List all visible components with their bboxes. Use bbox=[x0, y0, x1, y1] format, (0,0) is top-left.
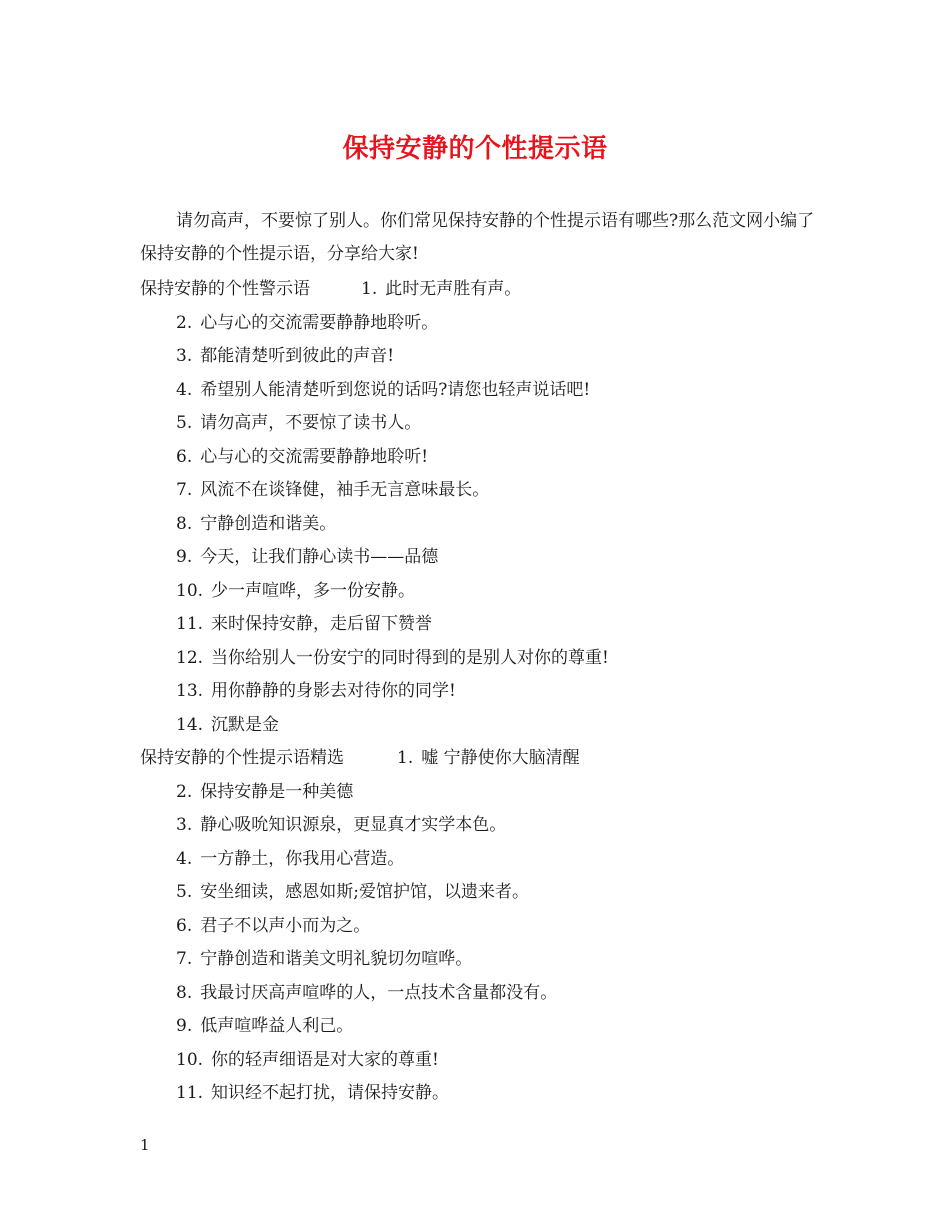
list-item bbox=[0, 1044, 950, 1078]
list-item-number: 9. bbox=[176, 547, 193, 567]
list-item-number: 5. bbox=[176, 413, 193, 433]
list-item-text: 希望别人能清楚听到您说的话吗?请您也轻声说话吧! bbox=[200, 379, 591, 400]
list-item bbox=[0, 776, 950, 810]
list-item-text: 君子不以声小而为之。 bbox=[200, 915, 371, 936]
list-item-text: 此时无声胜有声。 bbox=[385, 279, 522, 299]
list-item bbox=[0, 843, 950, 877]
intro-paragraph: 请勿高声，不要惊了别人。你们常见保持安静的个性提示语有哪些?那么范文网小编了保持安静的个性提示语，分享给大家! bbox=[140, 211, 815, 264]
list-item-text: 一方静土，你我用心营造。 bbox=[200, 848, 405, 869]
list-item-number: 5. bbox=[176, 882, 193, 902]
list-item-text: 宁静创造和谐美。 bbox=[200, 513, 337, 534]
list-item-text: 低声喧哗益人利己。 bbox=[200, 1016, 354, 1036]
page-number: 1 bbox=[140, 1136, 150, 1154]
list-item bbox=[0, 608, 950, 642]
list-item bbox=[0, 1010, 950, 1044]
section2-heading-line bbox=[0, 742, 950, 776]
list-item-text: 知识经不起打扰，请保持安静。 bbox=[211, 1083, 450, 1103]
list-item-number: 6. bbox=[176, 446, 193, 467]
list-item-number: 3. bbox=[176, 346, 193, 366]
list-item bbox=[0, 675, 950, 709]
list-item bbox=[0, 508, 950, 542]
list-item-text: 你的轻声细语是对大家的尊重! bbox=[211, 1049, 439, 1070]
list-item-number: 8. bbox=[176, 982, 193, 1003]
list-item-number: 2. bbox=[176, 312, 193, 333]
list-item-number: 12. bbox=[176, 647, 204, 668]
list-item bbox=[0, 977, 950, 1011]
list-item bbox=[0, 809, 950, 843]
list-item-number: 10. bbox=[176, 1049, 204, 1070]
list-item bbox=[0, 943, 950, 977]
list-item bbox=[0, 407, 950, 441]
list-item-text: 来时保持安静，走后留下赞誉 bbox=[211, 614, 433, 634]
list-item-text: 请勿高声，不要惊了读书人。 bbox=[200, 413, 422, 433]
list-item-text: 嘘 宁静使你大脑清醒 bbox=[421, 748, 580, 768]
list-item-text: 心与心的交流需要静静地聆听。 bbox=[200, 312, 439, 333]
list-item-number: 9. bbox=[176, 1016, 193, 1036]
list-item-number: 11. bbox=[176, 1083, 204, 1103]
list-item-text: 沉默是金 bbox=[211, 714, 280, 735]
list-item-number: 6. bbox=[176, 915, 193, 936]
list-item-text: 保持安静是一种美德 bbox=[200, 781, 354, 802]
list-item-number: 7. bbox=[176, 480, 193, 500]
list-item-text: 少一声喧哗，多一份安静。 bbox=[211, 580, 416, 601]
list-item-text: 安坐细读，感恩如斯;爱馆护馆，以遗来者。 bbox=[200, 882, 529, 902]
content-lines bbox=[0, 273, 950, 1111]
list-item-text: 宁静创造和谐美文明礼貌切勿喧哗。 bbox=[200, 949, 473, 969]
list-item-number: 4. bbox=[176, 848, 193, 869]
list-item bbox=[0, 374, 950, 408]
list-item-text: 今天，让我们静心读书——品德 bbox=[200, 547, 439, 567]
list-item-number: 11. bbox=[176, 614, 204, 634]
list-item bbox=[0, 441, 950, 475]
list-item-number: 4. bbox=[176, 379, 193, 400]
page-title: 保持安静的个性提示语 bbox=[342, 134, 608, 164]
section1-heading-line bbox=[0, 273, 950, 307]
list-item bbox=[0, 307, 950, 341]
list-item-text: 静心吸吮知识源泉，更显真才实学本色。 bbox=[200, 815, 507, 835]
list-item bbox=[0, 642, 950, 676]
list-item-number: 13. bbox=[176, 681, 204, 701]
list-item-number: 10. bbox=[176, 580, 204, 601]
list-item-number: 14. bbox=[176, 714, 204, 735]
list-item-text: 心与心的交流需要静静地聆听! bbox=[200, 446, 429, 467]
list-item bbox=[0, 876, 950, 910]
list-item bbox=[0, 474, 950, 508]
list-item bbox=[0, 1077, 950, 1111]
section1-heading: 保持安静的个性警示语 bbox=[140, 279, 310, 299]
list-item bbox=[0, 340, 950, 374]
list-item bbox=[0, 575, 950, 609]
list-item bbox=[0, 910, 950, 944]
list-item-number: 8. bbox=[176, 513, 193, 534]
list-item-number: 2. bbox=[176, 781, 193, 802]
list-item-text: 都能清楚听到彼此的声音! bbox=[200, 346, 395, 366]
list-item-number: 1. bbox=[361, 279, 378, 299]
list-item-number: 3. bbox=[176, 815, 193, 835]
list-item-number: 1. bbox=[397, 748, 414, 768]
list-item-text: 用你静静的身影去对待你的同学! bbox=[211, 681, 456, 701]
list-item-text: 风流不在谈锋健，袖手无言意味最长。 bbox=[200, 480, 490, 500]
section2-heading: 保持安静的个性提示语精选 bbox=[140, 748, 344, 768]
list-item-number: 7. bbox=[176, 949, 193, 969]
list-item-text: 我最讨厌高声喧哗的人，一点技术含量都没有。 bbox=[200, 982, 558, 1003]
list-item bbox=[0, 709, 950, 743]
list-item bbox=[0, 541, 950, 575]
list-item-text: 当你给别人一份安宁的同时得到的是别人对你的尊重! bbox=[211, 647, 609, 668]
